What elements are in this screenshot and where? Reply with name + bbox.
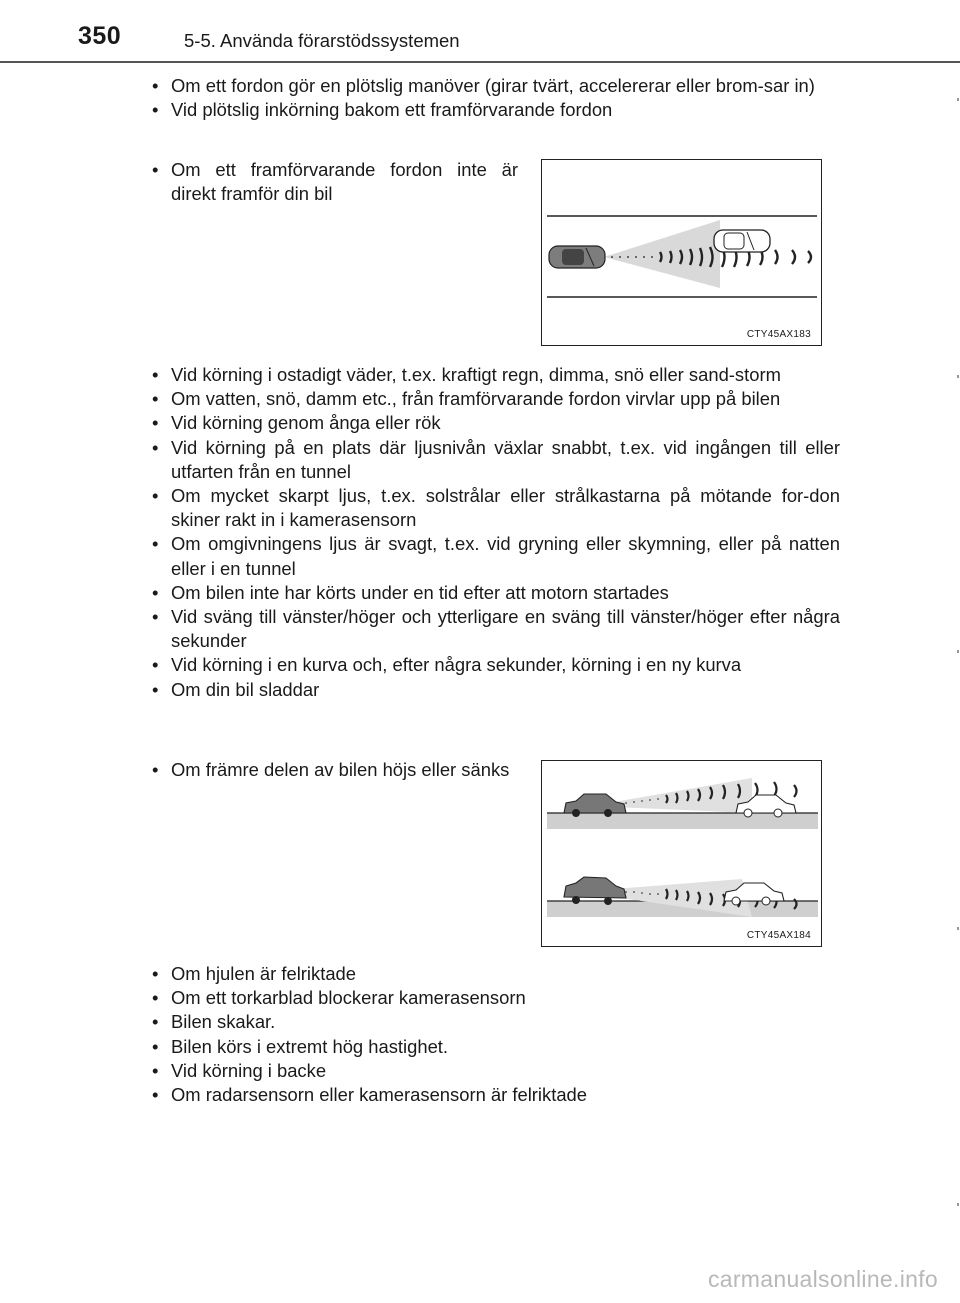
- list-item: • Om mycket skarpt ljus, t.ex. solstrålar eller strålkastarna på mötande for-don skiner rakt in i kamerasensorn: [146, 484, 840, 532]
- margin-tick: [957, 927, 959, 930]
- watermark: carmanualsonline.info: [707, 1266, 938, 1292]
- bullet-list-4: [146, 758, 518, 782]
- bullet-list-1: [146, 74, 840, 122]
- figure-illustration: [542, 160, 823, 347]
- list-item: • Bilen skakar.: [146, 1010, 840, 1034]
- page-header: [0, 0, 960, 64]
- list-item: • Om vatten, snö, damm etc., från framförvarande fordon virvlar upp på bilen: [146, 387, 840, 411]
- list-item: • Vid körning genom ånga eller rök: [146, 411, 840, 435]
- margin-tick: [957, 650, 959, 653]
- bullet-list-5: [146, 962, 840, 1107]
- list-item: • Om hjulen är felriktade: [146, 962, 840, 986]
- list-item: • Vid körning på en plats där ljusnivån växlar snabbt, t.ex. vid ingången till eller utfarten från en tunnel: [146, 436, 840, 484]
- list-item: • Bilen körs i extremt hög hastighet.: [146, 1035, 840, 1059]
- figure-pitch-change: [541, 760, 822, 947]
- list-item: • Om radarsensorn eller kamerasensorn är felriktade: [146, 1083, 840, 1107]
- list-item: • Om omgivningens ljus är svagt, t.ex. vid gryning eller skymning, eller på natten eller i en tunnel: [146, 532, 840, 580]
- list-item: • Om ett torkarblad blockerar kamerasensorn: [146, 986, 840, 1010]
- list-item: • Om främre delen av bilen höjs eller sänks: [146, 758, 518, 782]
- list-item: • Om bilen inte har körts under en tid efter att motorn startades: [146, 581, 840, 605]
- page-number: 350: [78, 22, 122, 50]
- margin-tick: [957, 98, 959, 101]
- figure-illustration: [542, 761, 823, 948]
- list-item: • Vid sväng till vänster/höger och ytterligare en sväng till vänster/höger efter några sekunder: [146, 605, 840, 653]
- margin-tick: [957, 1203, 959, 1206]
- figure-code: CTY45AX184: [746, 930, 811, 941]
- preceding-car: [714, 230, 770, 252]
- list-item: • Om ett framförvarande fordon inte är direkt framför din bil: [146, 158, 518, 206]
- list-item: • Vid plötslig inkörning bakom ett framförvarande fordon: [146, 98, 840, 122]
- own-car: [549, 246, 605, 268]
- own-car-upper: [564, 794, 626, 817]
- bullet-list-2: [146, 158, 518, 206]
- list-item: • Om din bil sladdar: [146, 678, 840, 702]
- figure-offset-vehicle: [541, 159, 822, 346]
- figure-code: CTY45AX183: [746, 329, 811, 340]
- list-item: • Vid körning i ostadigt väder, t.ex. kraftigt regn, dimma, snö eller sand-storm: [146, 363, 840, 387]
- list-item: • Om ett fordon gör en plötslig manöver (girar tvärt, accelererar eller brom-sar in): [146, 74, 840, 98]
- header-rule: [0, 61, 960, 63]
- list-item: • Vid körning i backe: [146, 1059, 840, 1083]
- list-item: • Vid körning i en kurva och, efter några sekunder, körning i en ny kurva: [146, 653, 840, 677]
- section-title: 5-5. Använda förarstödssystemen: [184, 30, 460, 51]
- margin-tick: [957, 375, 959, 378]
- bullet-list-3: [146, 363, 840, 702]
